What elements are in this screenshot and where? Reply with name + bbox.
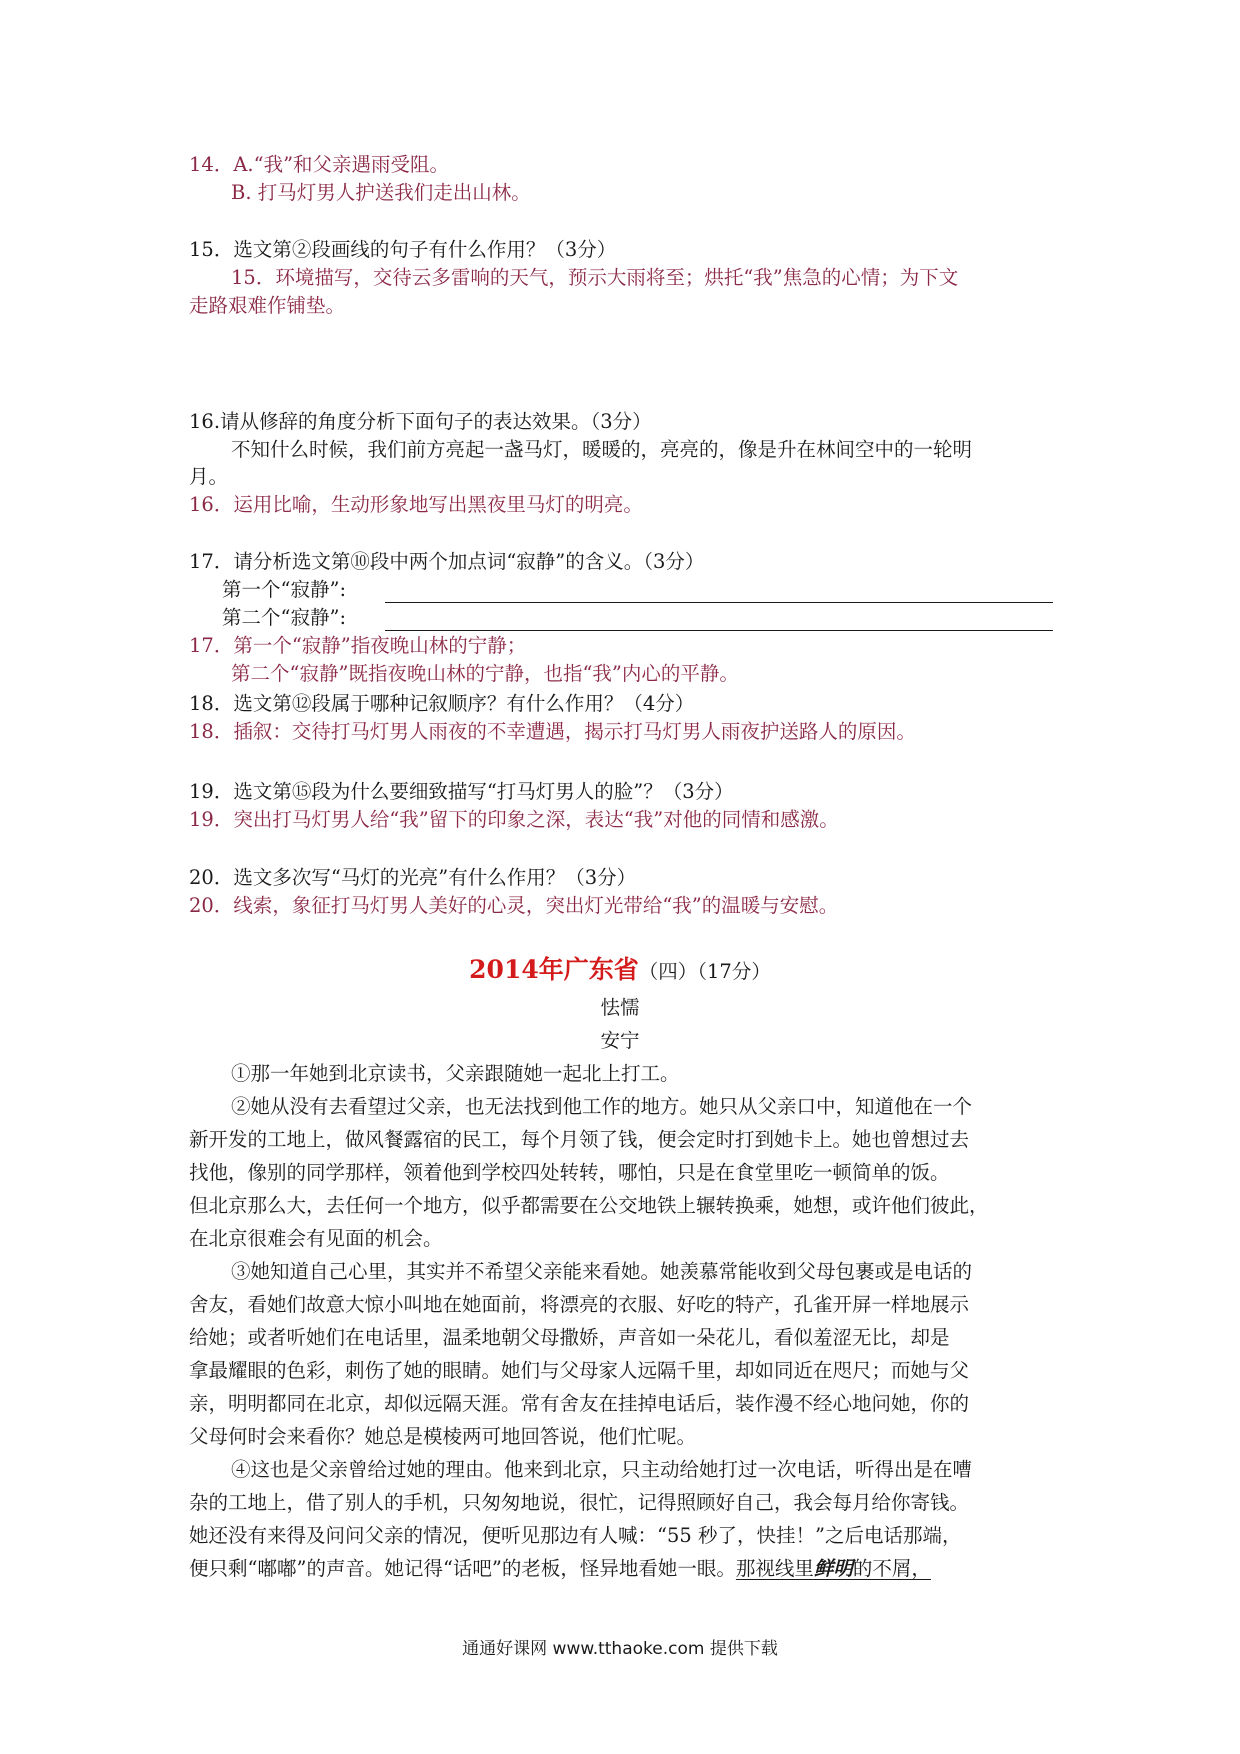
paragraph-line: 找他，像别的同学那样，领着他到学校四处转转，哪怕，只是在食堂里吃一顿简单的饭。 (189, 1161, 950, 1184)
paragraph-last-line (189, 1552, 1059, 1585)
q14-answer-a: 14．A.“我”和父亲遇雨受阻。 (189, 153, 450, 176)
q19-question: 19．选文第⑮段为什么要细致描写“打马灯男人的脸”？（3分） (189, 780, 734, 803)
emphasized-word: 鲜明 (813, 1557, 853, 1580)
underlined-text-b: 的不屑， (852, 1557, 931, 1580)
paragraph-line: ②她从没有去看望过父亲，也无法找到他工作的地方。她只从父亲口中，知道他在一个 (231, 1095, 973, 1118)
paragraph-line: 新开发的工地上，做风餐露宿的民工，每个月领了钱，便会定时打到她卡上。她也曾想过去 (189, 1128, 970, 1151)
paragraph-line: 舍友，看她们故意大惊小叫地在她面前，将漂亮的衣服、好吃的特产，孔雀开屏一样地展示 (189, 1293, 970, 1316)
q15-answer-line2: 走路艰难作铺垫。 (189, 294, 346, 317)
q16-question: 16.请从修辞的角度分析下面句子的表达效果。（3分） (189, 410, 652, 433)
paragraph-line: 她还没有来得及问问父亲的情况，便听见那边有人喊：“55 秒了，快挂！”之后电话那端， (189, 1524, 962, 1547)
paragraph-line: 但北京那么大，去任何一个地方，似乎都需要在公交地铁上辗转换乘，她想，或许他们彼此， (189, 1194, 989, 1217)
underlined-text-a: 那视线里 (735, 1557, 814, 1580)
q20-answer: 20．线索，象征打马灯男人美好的心灵，突出灯光带给“我”的温暖与安慰。 (189, 894, 839, 917)
q16-quote-line1: 不知什么时候，我们前方亮起一盏马灯，暖暖的，亮亮的，像是升在林间空中的一轮明 (231, 438, 973, 461)
q18-question: 18．选文第⑫段属于哪种记叙顺序？有什么作用？（4分） (189, 692, 695, 715)
paragraph-line: ①那一年她到北京读书，父亲跟随她一起北上打工。 (231, 1062, 680, 1085)
footer-credit: 通通好课网 www.tthaoke.com 提供下载 (462, 1639, 778, 1659)
q20-question: 20．选文多次写“马灯的光亮”有什么作用？（3分） (189, 866, 637, 889)
q19-answer: 19．突出打马灯男人给“我”留下的印象之深，表达“我”对他的同情和感激。 (189, 808, 839, 831)
q17-blank1-line (385, 602, 1053, 603)
q16-quote-line2: 月。 (189, 465, 229, 488)
q17-question: 17．请分析选文第⑩段中两个加点词“寂静”的含义。（3分） (189, 550, 705, 573)
paragraph-line: 给她；或者听她们在电话里，温柔地朝父母撒娇，声音如一朵花儿，看似羞涩无比，却是 (189, 1326, 950, 1349)
q16-answer: 16．运用比喻，生动形象地写出黑夜里马灯的明亮。 (189, 493, 643, 516)
paragraph-line: ③她知道自己心里，其实并不希望父亲能来看她。她羡慕常能收到父母包裹或是电话的 (231, 1260, 973, 1283)
article-author: 安宁 (600, 1029, 640, 1052)
q17-blank2-label: 第二个“寂静”: (222, 606, 347, 629)
q17-answer-line1: 17．第一个“寂静”指夜晚山林的宁静； (189, 634, 527, 657)
paragraph-line: 杂的工地上，借了别人的手机，只匆匆地说，很忙，记得照顾好自己，我会每月给你寄钱。 (189, 1491, 970, 1514)
q17-blank2-line (385, 630, 1053, 631)
paragraph-line: 亲，明明都同在北京，却似远隔天涯。常有舍友在挂掉电话后，装作漫不经心地问她，你的 (189, 1392, 970, 1415)
article-title: 怯懦 (600, 996, 640, 1019)
section-title-year-province: 2014年广东省 (469, 955, 639, 984)
paragraph-line: 父母何时会来看你？她总是模棱两可地回答说，他们忙呢。 (189, 1425, 697, 1448)
last-line-plain: 便只剩“嘟嘟”的声音。她记得“话吧”的老板，怪异地看她一眼。 (189, 1557, 736, 1580)
paragraph-line: ④这也是父亲曾给过她的理由。他来到北京，只主动给她打过一次电话，听得出是在嘈 (231, 1458, 973, 1481)
q15-answer-line1: 15．环境描写，交待云多雷响的天气，预示大雨将至；烘托“我”焦急的心情；为下文 (231, 266, 959, 289)
section-title-part: （四）（17分） (638, 960, 771, 983)
q18-answer: 18．插叙：交待打马灯男人雨夜的不幸遭遇，揭示打马灯男人雨夜护送路人的原因。 (189, 720, 916, 743)
q14-answer-b: B. 打马灯男人护送我们走出山林。 (231, 181, 531, 204)
q15-question: 15．选文第②段画线的句子有什么作用？（3分） (189, 238, 617, 261)
paragraph-line: 在北京很难会有见面的机会。 (189, 1227, 443, 1250)
paragraph-line: 拿最耀眼的色彩，刺伤了她的眼睛。她们与父母家人远隔千里，却如同近在咫尺；而她与父 (189, 1359, 970, 1382)
q17-answer-line2: 第二个“寂静”既指夜晚山林的宁静，也指“我”内心的平静。 (231, 662, 739, 685)
section-title (0, 952, 1240, 990)
q17-blank1-label: 第一个“寂静”: (222, 578, 347, 601)
